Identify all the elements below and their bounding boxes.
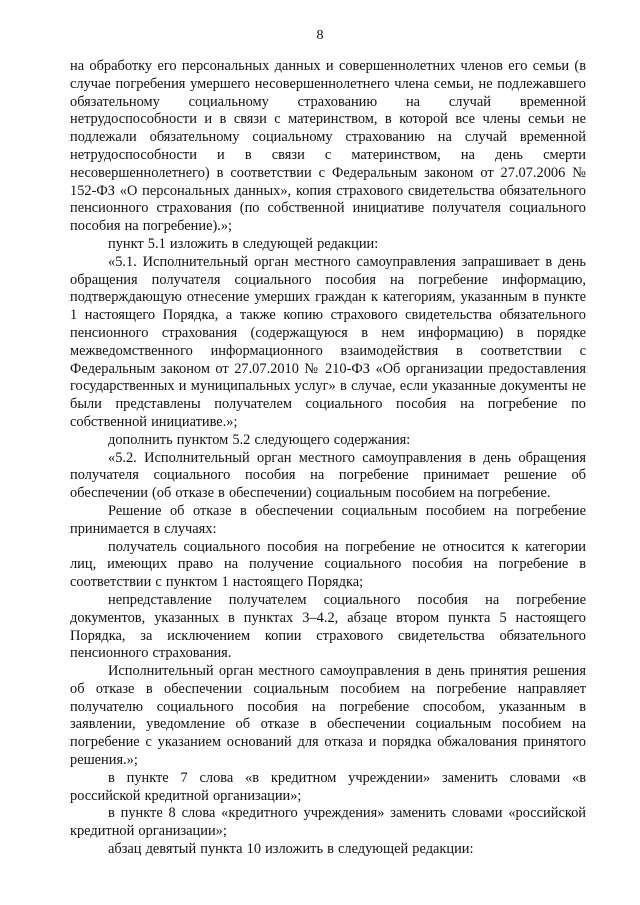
paragraph-item-5-1-text: «5.1. Исполнительный орган местного самоуправления запрашивает в день обращения получателя социального пособия на погребение информацию, подтверждающую отнесение умерших граждан к категориям, указанным в пункте 1 настоящего Порядка, а также копию страхового свидетельства обязательного пенсионного страхования (содержащуюся в нем информацию) в порядке межведомственного информационного взаимодействия в соответствии с Федеральным законом от 27.07.2010 № 210-ФЗ «Об организации предоставления государственных и муниципальных услуг» в случае, если указанные документы не были представлены получателем социального пособия на погребение по собственной инициативе.»; <box>70 253 586 430</box>
paragraph-item-10-change: абзац девятый пункта 10 изложить в следующей редакции: <box>108 841 474 858</box>
paragraph-item-5-1-intro: пункт 5.1 изложить в следующей редакции: <box>108 235 379 252</box>
paragraph-refusal-case-2: непредставление получателем социального пособия на погребение документов, указанных в пунктах 3–4.2, абзаце втором пункта 5 настоящего Порядка, за исключением копии страхового свидетельства обязательного пенсионного страхования. <box>70 591 586 662</box>
document-body <box>70 58 586 859</box>
paragraph-refusal-cases: Решение об отказе в обеспечении социальным пособием на погребение принимается в случаях: <box>70 502 586 537</box>
paragraph-refusal-notice: Исполнительный орган местного самоуправления в день принятия решения об отказе в обеспечении социальным пособием на погребение направляет получателю социального пособия на погребение способом, указанным в заявлении, уведомление об отказе в обеспечении социальным пособием на погребение с указанием оснований для отказа и порядка обжалования принятого решения.»; <box>70 663 586 769</box>
paragraph-item-8-change: в пункте 8 слова «кредитного учреждения» заменить словами «российской кредитной организации»; <box>70 805 586 840</box>
page-number: 8 <box>316 28 324 43</box>
paragraph-refusal-case-1: получатель социального пособия на погребение не относится к категории лиц, имеющих право на получение социального пособия на погребение в соответствии с пунктом 1 настоящего Порядка; <box>70 538 586 591</box>
paragraph-item-5-2-text: «5.2. Исполнительный орган местного самоуправления в день обращения получателя социального пособия на погребение принимает решение об обеспечении (об отказе в обеспечении) социальным пособием на погребение. <box>70 449 586 502</box>
paragraph-item-7-change: в пункте 7 слова «в кредитном учреждении» заменить словами «в российской кредитной организации»; <box>70 769 586 804</box>
paragraph-personal-data-consent: на обработку его персональных данных и совершеннолетних членов его семьи (в случае погребения умершего несовершеннолетнего члена семьи, не подлежавшего обязательному социальному страхованию на случай временной нетрудоспособности и в связи с материнством, в которой все члены семьи не подлежали обязательному социальному страхованию на случай временной нетрудоспособности и в связи с материнством, на день смерти несовершеннолетнего) в соответствии с Федеральным законом от 27.07.2006 № 152-ФЗ «О персональных данных», копия страхового свидетельства обязательного пенсионного страхования (по собственной инициативе получателя социального пособия на погребение).»; <box>70 58 586 235</box>
paragraph-item-5-2-intro: дополнить пунктом 5.2 следующего содержания: <box>108 431 411 448</box>
